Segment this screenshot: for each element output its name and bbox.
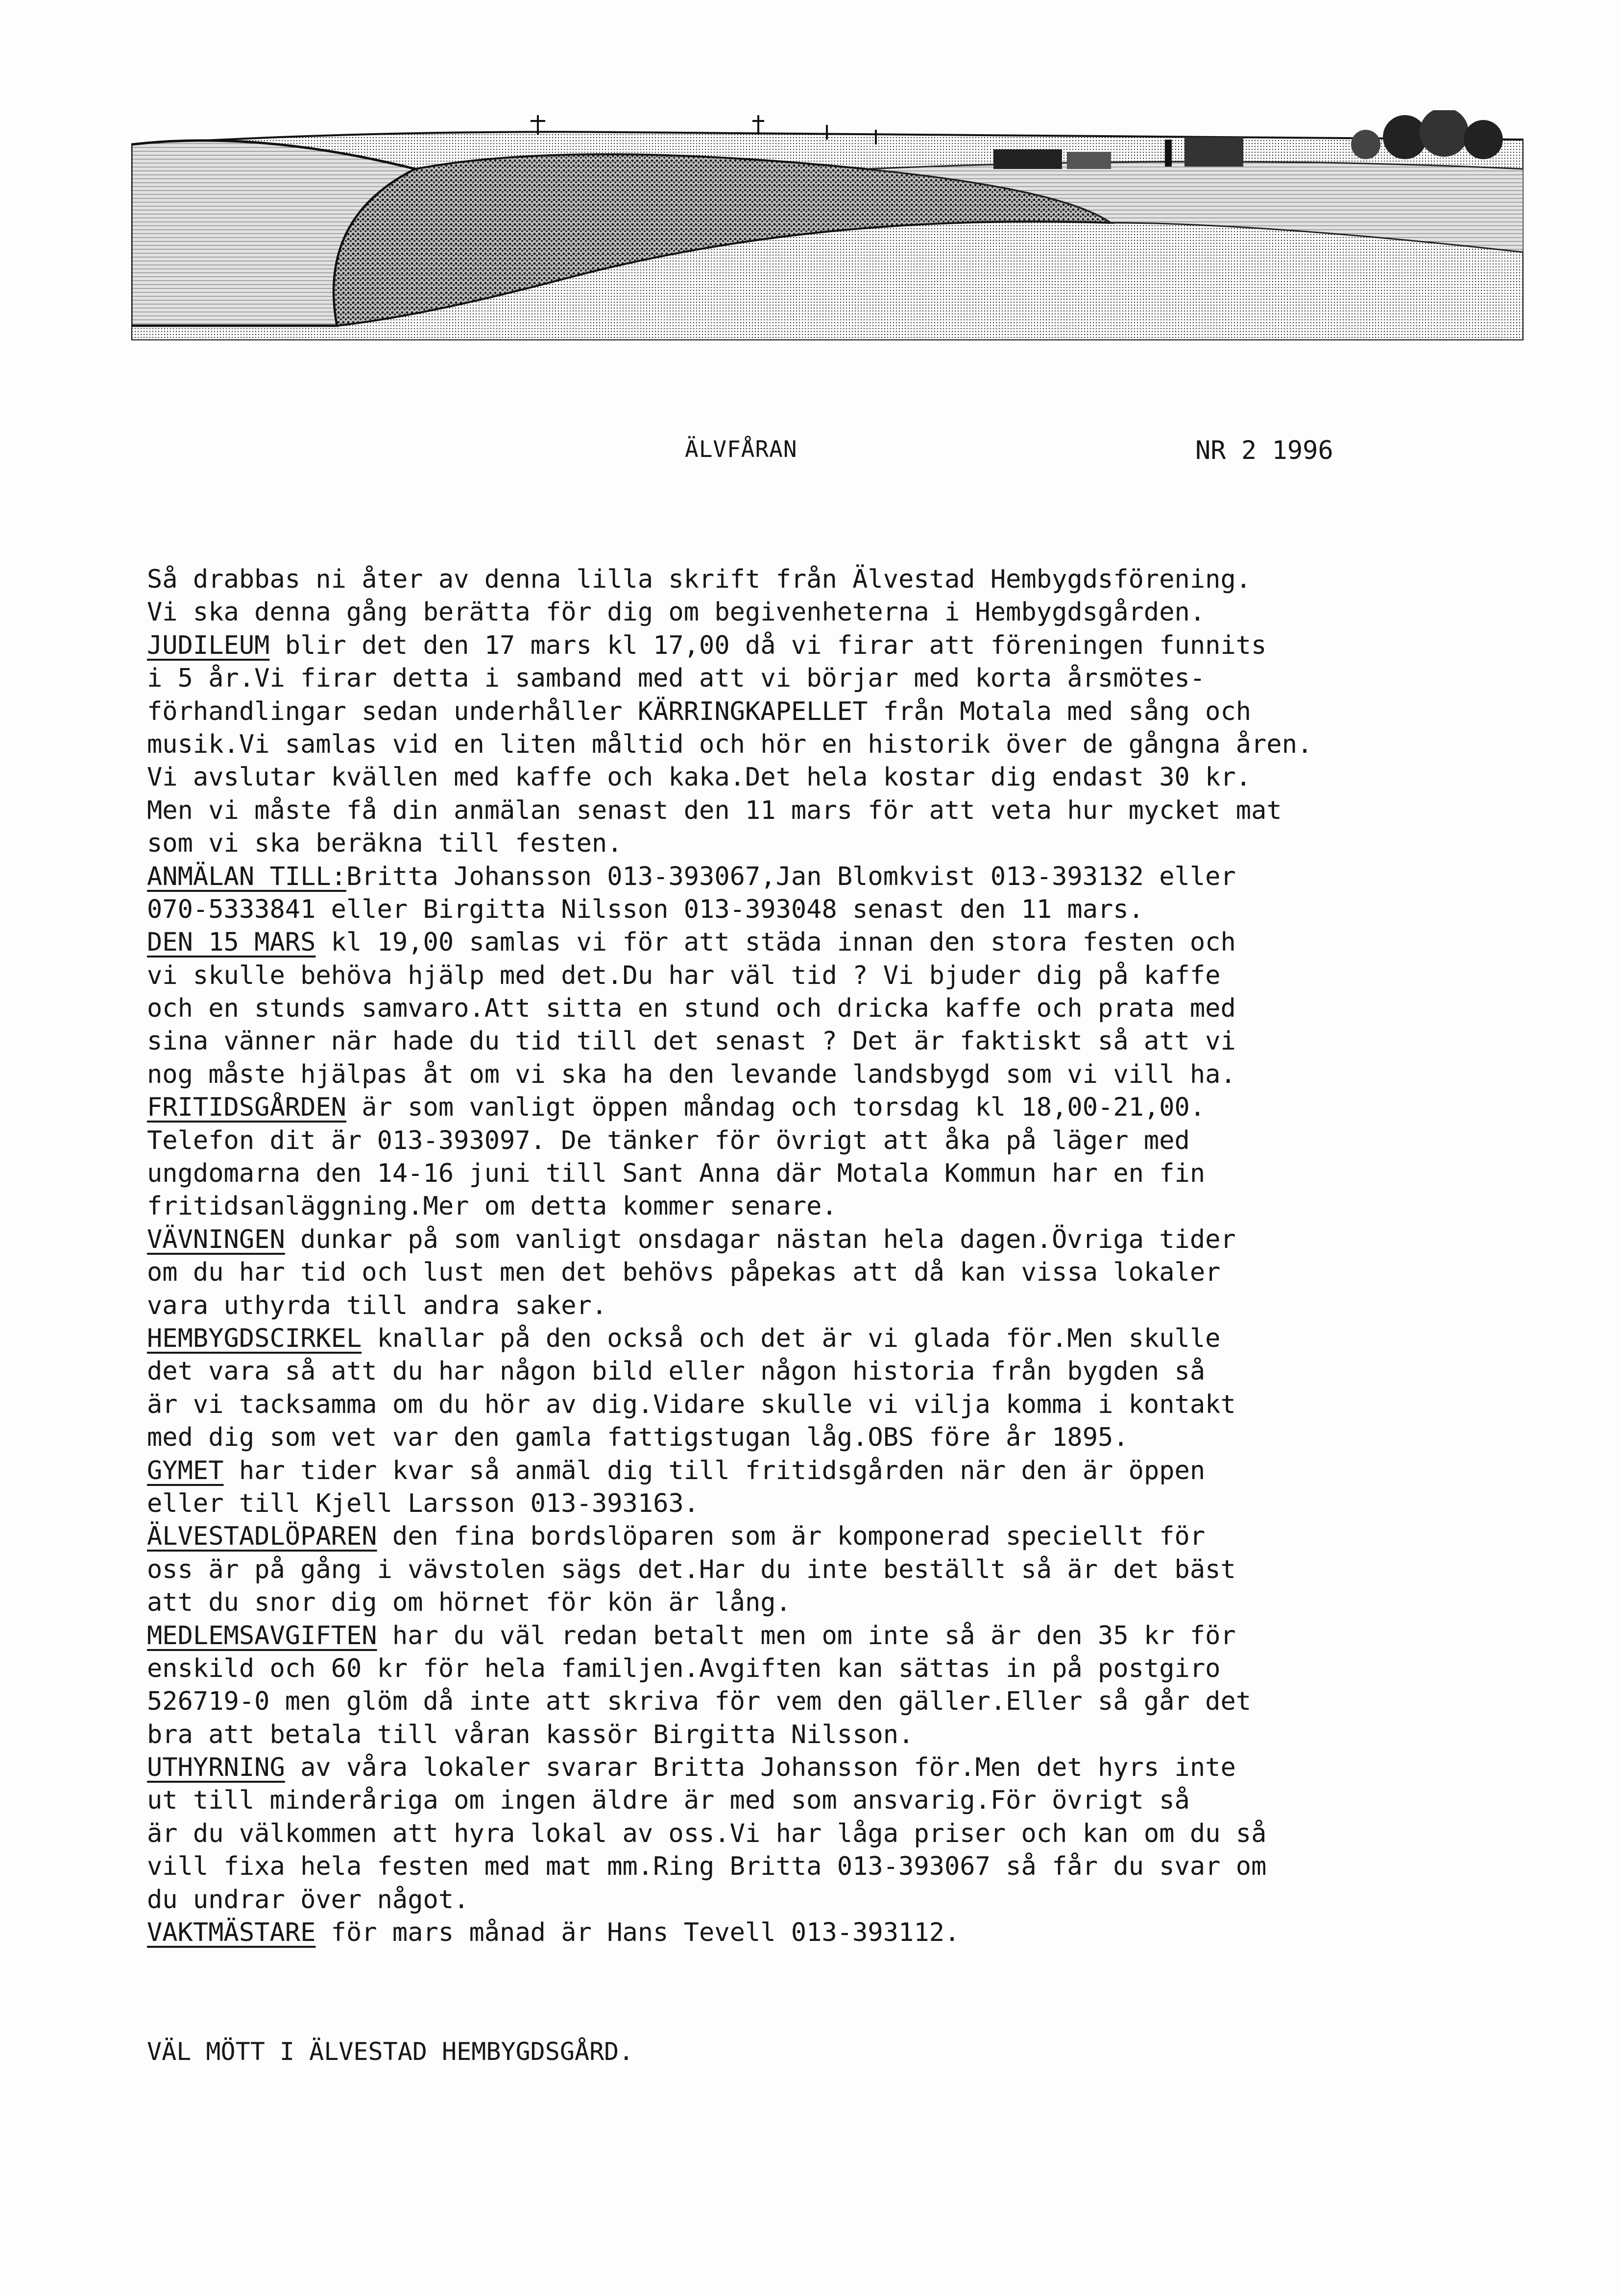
line-text: har du väl redan betalt men om inte så är den 35 kr för	[377, 1621, 1236, 1650]
text-line	[147, 728, 1421, 761]
line-text: Britta Johansson 013-393067,Jan Blomkvist 013-393132 eller	[346, 861, 1236, 891]
text-line	[147, 1719, 1421, 1751]
text-line	[147, 1620, 1421, 1652]
section-keyword: VÄVNINGEN	[147, 1224, 285, 1254]
text-line	[147, 1652, 1421, 1685]
line-text: att du snor dig om hörnet för kön är lång.	[147, 1588, 791, 1618]
line-text: den fina bordslöparen som är komponerad speciellt för	[377, 1522, 1206, 1552]
section-keyword: FRITIDSGÅRDEN	[147, 1093, 346, 1123]
text-line	[147, 596, 1421, 629]
text-line	[147, 1916, 1421, 1949]
section-keyword: MEDLEMSAVGIFTEN	[147, 1621, 377, 1650]
text-line	[147, 629, 1421, 662]
section-keyword: GYMET	[147, 1456, 224, 1485]
text-line	[147, 861, 1421, 893]
text-line	[147, 1784, 1421, 1817]
text-line	[147, 1421, 1421, 1454]
text-line	[147, 1091, 1421, 1124]
text-line	[147, 1355, 1421, 1388]
line-text: för mars månad är Hans Tevell 013-393112.	[315, 1918, 960, 1948]
text-line	[147, 1751, 1421, 1784]
line-text: som vi ska beräkna till festen.	[147, 829, 623, 859]
issue-number: NR 2 1996	[1195, 436, 1333, 465]
text-line	[147, 1455, 1421, 1487]
line-text: fritidsanläggning.Mer om detta kommer senare.	[147, 1192, 837, 1221]
masthead	[0, 431, 1619, 470]
text-line	[147, 1388, 1421, 1421]
line-text: bra att betala till våran kassör Birgitta Nilsson.	[147, 1720, 914, 1749]
line-text: kl 19,00 samlas vi för att städa innan den stora festen och	[315, 928, 1236, 957]
text-line	[147, 695, 1421, 728]
line-text: Så drabbas ni åter av denna lilla skrift från Älvestad Hembygdsförening.	[147, 565, 1252, 594]
text-line	[147, 1025, 1421, 1058]
line-text: är du välkommen att hyra lokal av oss.Vi har låga priser och kan om du så	[147, 1818, 1267, 1848]
text-line	[147, 662, 1421, 695]
section-keyword: JUDILEUM	[147, 630, 270, 660]
text-line	[147, 1322, 1421, 1355]
article-body	[147, 563, 1421, 1949]
line-text: du undrar över något.	[147, 1885, 469, 1914]
section-keyword: ÄLVESTADLÖPAREN	[147, 1522, 377, 1552]
line-text: sina vänner när hade du tid till det senast ? Det är faktiskt så att vi	[147, 1027, 1236, 1056]
line-text: 070-5333841 eller Birgitta Nilsson 013-393048 senast den 11 mars.	[147, 894, 1144, 924]
section-keyword: VAKTMÄSTARE	[147, 1918, 316, 1948]
line-text: om du har tid och lust men det behövs påpekas att då kan vissa lokaler	[147, 1258, 1221, 1288]
line-text: ut till minderåriga om ingen äldre är med som ansvarig.För övrigt så	[147, 1786, 1190, 1816]
text-line	[147, 992, 1421, 1025]
text-line	[147, 1818, 1421, 1850]
line-text: ungdomarna den 14-16 juni till Sant Anna där Motala Kommun har en fin	[147, 1159, 1206, 1189]
text-line	[147, 1058, 1421, 1091]
section-keyword: ANMÄLAN TILL:	[147, 861, 346, 891]
line-text: är som vanligt öppen måndag och torsdag kl 18,00-21,00.	[346, 1093, 1206, 1123]
text-line	[147, 1884, 1421, 1916]
text-line	[147, 893, 1421, 926]
text-line	[147, 1190, 1421, 1223]
line-text: i 5 år.Vi firar detta i samband med att vi börjar med korta årsmötes-	[147, 664, 1206, 694]
text-line	[147, 1487, 1421, 1520]
line-text: förhandlingar sedan underhåller KÄRRINGKAPELLET från Motala med sång och	[147, 696, 1252, 726]
line-text: Vi ska denna gång berätta för dig om begivenheterna i Hembygdsgården.	[147, 598, 1206, 627]
text-line	[147, 926, 1421, 959]
line-text: Vi avslutar kvällen med kaffe och kaka.Det hela kostar dig endast 30 kr.	[147, 763, 1252, 792]
section-keyword: DEN 15 MARS	[147, 928, 316, 957]
text-line	[147, 1124, 1421, 1157]
line-text: knallar på den också och det är vi glada för.Men skulle	[362, 1323, 1221, 1353]
text-line	[147, 1256, 1421, 1289]
landscape-illustration	[131, 110, 1523, 340]
line-text: är vi tacksamma om du hör av dig.Vidare skulle vi vilja komma i kontakt	[147, 1389, 1236, 1419]
line-text: vi skulle behöva hjälp med det.Du har väl tid ? Vi bjuder dig på kaffe	[147, 960, 1221, 990]
line-text: och en stunds samvaro.Att sitta en stund och dricka kaffe och prata med	[147, 994, 1236, 1024]
line-text: Telefon dit är 013-393097. De tänker för övrigt att åka på läger med	[147, 1125, 1190, 1155]
line-text: det vara så att du har någon bild eller någon historia från bygden så	[147, 1357, 1206, 1387]
text-line	[147, 1554, 1421, 1586]
text-line	[147, 1586, 1421, 1619]
line-text: har tider kvar så anmäl dig till fritidsgården när den är öppen	[223, 1456, 1206, 1485]
line-text: eller till Kjell Larsson 013-393163.	[147, 1488, 700, 1518]
line-text: vill fixa hela festen med mat mm.Ring Britta 013-393067 så får du svar om	[147, 1852, 1267, 1882]
text-line	[147, 827, 1421, 860]
line-text: dunkar på som vanligt onsdagar nästan hela dagen.Övriga tider	[285, 1224, 1236, 1254]
line-text: enskild och 60 kr för hela familjen.Avgiften kan sättas in på postgiro	[147, 1653, 1221, 1683]
line-text: blir det den 17 mars kl 17,00 då vi firar att föreningen funnits	[269, 630, 1267, 660]
line-text: 526719-0 men glöm då inte att skriva för vem den gäller.Eller så går det	[147, 1687, 1252, 1717]
text-line	[147, 1290, 1421, 1322]
newsletter-title: ÄLVFÅRAN	[685, 436, 797, 462]
text-line	[147, 794, 1421, 827]
section-keyword: HEMBYGDSCIRKEL	[147, 1323, 362, 1353]
line-text: vara uthyrda till andra saker.	[147, 1291, 607, 1320]
line-text: med dig som vet var den gamla fattigstugan låg.OBS före år 1895.	[147, 1423, 1129, 1453]
text-line	[147, 1850, 1421, 1883]
text-line	[147, 563, 1421, 596]
line-text: av våra lokaler svarar Britta Johansson för.Men det hyrs inte	[285, 1753, 1236, 1783]
text-line	[147, 1685, 1421, 1718]
line-text: nog måste hjälpas åt om vi ska ha den levande landsbygd som vi vill ha.	[147, 1059, 1236, 1089]
text-line	[147, 1223, 1421, 1256]
text-line	[147, 761, 1421, 794]
text-line	[147, 1157, 1421, 1190]
line-text: oss är på gång i vävstolen sägs det.Har du inte beställt så är det bäst	[147, 1555, 1236, 1584]
closing-line: VÄL MÖTT I ÄLVESTAD HEMBYGDSGÅRD.	[147, 2037, 634, 2066]
line-text: musik.Vi samlas vid en liten måltid och hör en historik över de gångna åren.	[147, 729, 1313, 759]
section-keyword: UTHYRNING	[147, 1753, 285, 1783]
text-line	[147, 959, 1421, 992]
text-line	[147, 1520, 1421, 1553]
line-text: Men vi måste få din anmälan senast den 11 mars för att veta hur mycket mat	[147, 795, 1282, 825]
